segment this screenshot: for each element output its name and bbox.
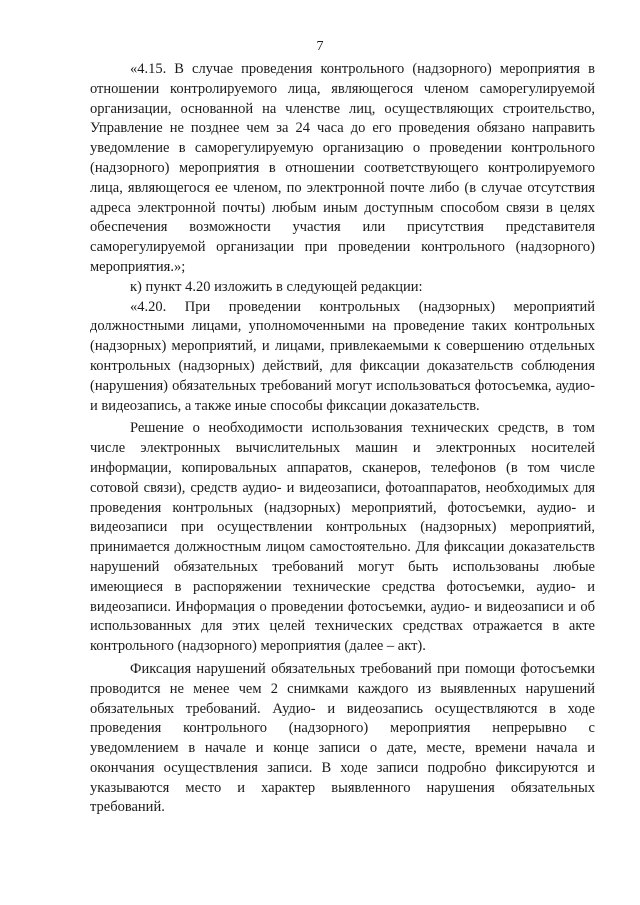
paragraph-technical-means: Решение о необходимости использования технических средств, в том числе электронных вычислительных машин и электронных носителей информации, копировальных аппаратов, сканеров, телефонов (в том числе сотовой связи), средств аудио- и видеозаписи, фотоаппаратов, необходимых для проведения контрольных (надзорных) мероприятий, фотосъемки, аудио- и видеозаписи при осуществлении контрольных (надзорных) мероприятий, принимается должностным лицом самостоятельно. Для фиксации доказательств нарушений обязательных требований могут быть использованы любые имеющиеся в распоряжении технические средства фотосъемки, аудио- и видеозаписи. Информация о проведении фотосъемки, аудио- и видеозаписи и об использованных для этих целей технических средствах отражается в акте контрольного (надзорного) мероприятия (далее – акт).: [90, 420, 595, 655]
paragraph-4-15: «4.15. В случае проведения контрольного (надзорного) мероприятия в отношении контролируемого лица, являющегося членом саморегулируемой организации, основанной на членстве лиц, осуществляющих строительство, Управление не позднее чем за 24 часа до его проведения обязано направить уведомление в саморегулируемую организацию о проведении контрольного (надзорного) мероприятия в отношении соответствующего контролируемого лица, являющегося ее членом, по электронной почте либо (в случае отсутствия адреса электронной почты) любым иным доступным способом связи в целях обеспечения возможности участия или присутствия представителя саморегулируемой организации при проведении контрольного (надзорного) мероприятия.»;: [90, 61, 595, 275]
paragraph-fixation: Фиксация нарушений обязательных требований при помощи фотосъемки проводится не менее чем 2 снимками каждого из выявленных нарушений обязательных требований. Аудио- и видеозапись осуществляются в ходе проведения контрольного (надзорного) мероприятия непрерывно с уведомлением в начале и конце записи о дате, месте, времени начала и окончания осуществления записи. В ходе записи подробно фиксируются и указываются место и характер выявленного нарушения обязательных требований.: [90, 660, 595, 816]
document-body: [90, 60, 595, 818]
page-number: 7: [316, 39, 324, 54]
paragraph-4-20: «4.20. При проведении контрольных (надзорных) мероприятий должностными лицами, уполномоченными на проведение таких контрольных (надзорных) мероприятий, и лицами, привлекаемыми к совершению отдельных контрольных (надзорных) действий, для фиксации доказательств соблюдения (нарушения) обязательных требований могут использоваться фотосъемка, аудио- и видеозапись, а также иные способы фиксации доказательств.: [90, 298, 595, 414]
paragraph-item-k: к) пункт 4.20 изложить в следующей редакции:: [130, 278, 423, 295]
